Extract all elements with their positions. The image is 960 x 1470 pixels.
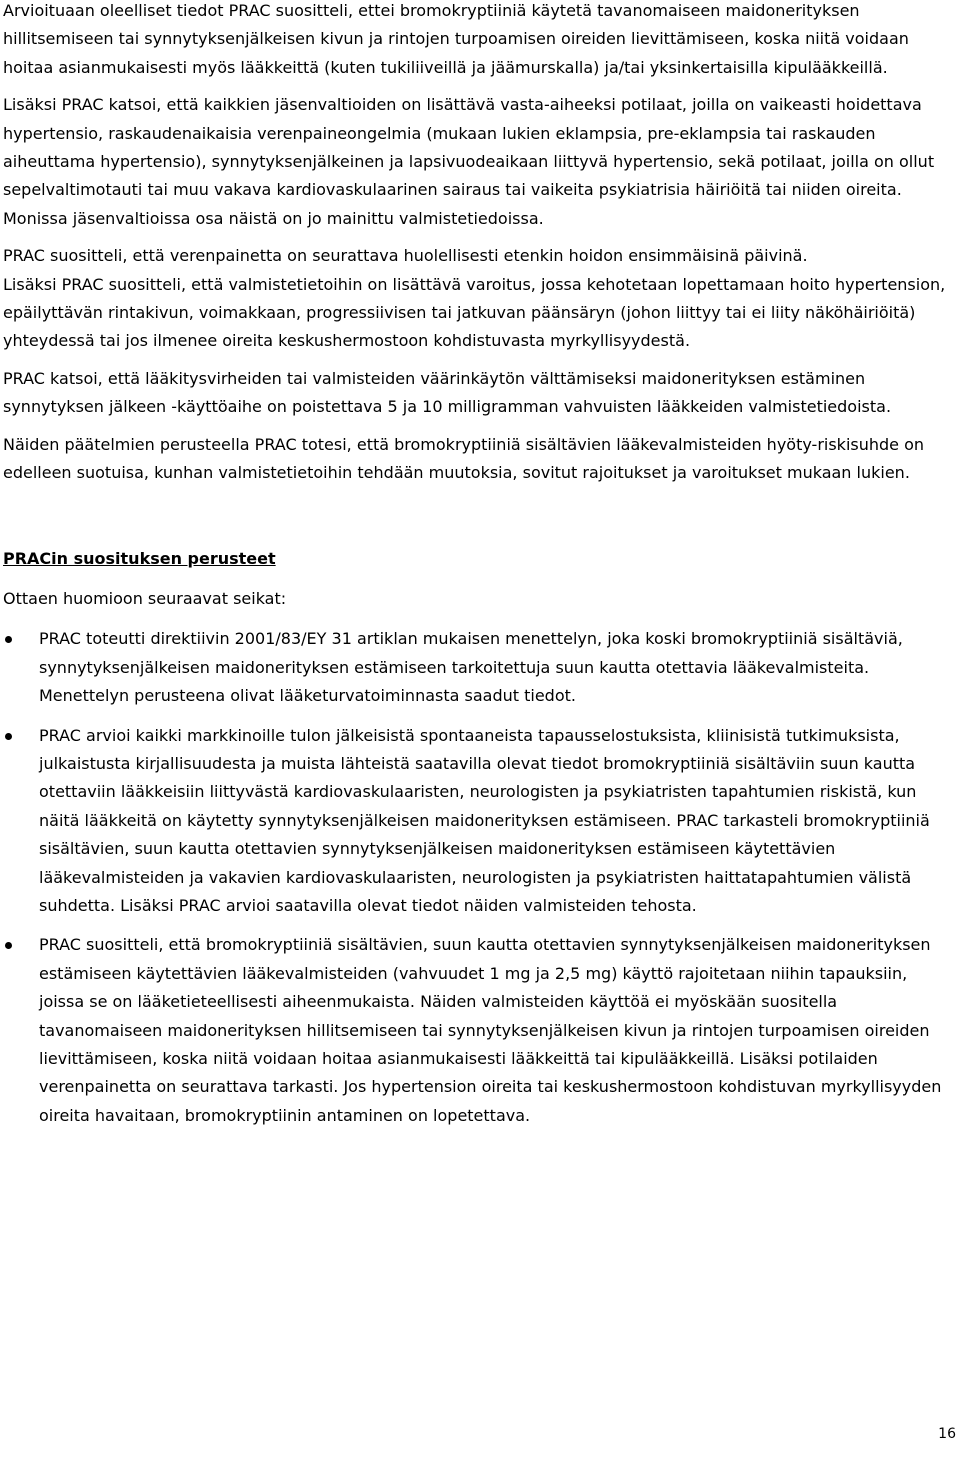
list-item (3, 625, 957, 710)
paragraph-blood-pressure-monitoring: PRAC suositteli, että verenpainetta on seurattava huolellisesti etenkin hoidon ensimmäisinä päivinä. (3, 246, 808, 266)
bullet-icon (5, 636, 12, 643)
bullet-icon (5, 733, 12, 740)
list-item-text: PRAC toteutti direktiivin 2001/83/EY 31 artiklan mukaisen menettelyn, joka koski bromokryptiiniä sisältäviä, synnytyksenjälkeisen maidonerityksen estämiseen tarkoitettuja suun kautta otettavia lääkevalmisteita. Menettelyn perusteena olivat lääketurvatoiminnasta saadut tiedot. (39, 629, 903, 706)
paragraph-indication-removal: PRAC katsoi, että lääkitysvirheiden tai valmisteiden väärinkäytön välttämiseksi maidonerityksen estäminen synnytyksen jälkeen -käyttöaihe on poistettava 5 ja 10 milligramman vahvuisten lääkkeiden valmistetiedoista. (3, 368, 892, 417)
list-item-text: PRAC arvioi kaikki markkinoille tulon jälkeisistä spontaaneista tapausselostuksista, kliinisistä tutkimuksista, julkaistusta kirjallisuudesta ja muista lähteistä saatavilla olevat tiedot bromokryptiiniä sisältäviin suun kautta otettaviin lääkkeisiin liittyvästä kardiovaskulaaristen, neurologisten ja psykiatristen tapahtumien riskistä, kun näitä lääkkeitä on käytetty synnytyksenjälkeisen maidonerityksen estämiseen. PRAC tarkasteli bromokryptiiniä sisältävien, suun kautta otettavien synnytyksenjälkeisen maidonerityksen estämiseen käytettävien lääkevalmisteiden ja vakavien kardiovaskulaaristen, neurologisten ja psykiatristen haittatapahtumien välistä suhdetta. Lisäksi PRAC arvioi saatavilla olevat tiedot näiden valmisteiden tehosta. (39, 725, 930, 915)
paragraph-warning: Lisäksi PRAC suositteli, että valmistetietoihin on lisättävä varoitus, jossa kehotetaan lopettamaan hoito hypertension, epäilyttävän rintakivun, voimakkaan, progressiivisen tai jatkuvan päänsäryn (johon liittyy tai ei liity näköhäiriöitä) yhteydessä tai jos ilmenee oireita keskushermostoon kohdistuvasta myrkyllisyydestä. (3, 274, 946, 351)
document-page (3, 0, 957, 1141)
paragraph-recommendation-use: Arvioituaan oleelliset tiedot PRAC suositteli, ettei bromokryptiiniä käytetä tavanomaiseen maidonerityksen hillitsemiseen tai synnytyksenjälkeisen kivun ja rintojen turpoamisen oireiden lievittämiseen, koska niitä voidaan hoitaa asianmukaisesti myös lääkkeittä (kuten tukiliiveillä ja jäämurskalla) ja/tai yksinkertaisilla kipulääkkeillä. (3, 1, 909, 77)
list-item (3, 722, 957, 921)
list-item (3, 931, 957, 1130)
section-intro: Ottaen huomioon seuraavat seikat: (3, 588, 287, 608)
paragraph-contraindications: Lisäksi PRAC katsoi, että kaikkien jäsenvaltioiden on lisättävä vasta-aiheeksi potilaat, joilla on vaikeasti hoidettava hypertensio, raskaudenaikaisia verenpaineongelmia (mukaan lukien eklampsia, pre-eklampsia tai raskauden aiheuttama hypertensio), synnytyksenjälkeinen ja lapsivuodeaikaan liittyvä hypertensio, sekä potilaat, joilla on ollut sepelvaltimotauti tai muu vakava kardiovaskulaarinen sairaus tai vaikeita psykiatrisia häiriöitä tai niiden oireita. Monissa jäsenvaltioissa osa näistä on jo mainittu valmistetiedoissa. (3, 95, 935, 228)
list-item-text: PRAC suositteli, että bromokryptiiniä sisältävien, suun kautta otettavien synnytyksenjälkeisen maidonerityksen estämiseen käytettävien lääkevalmisteiden (vahvuudet 1 mg ja 2,5 mg) käyttö rajoitetaan niihin tapauksiin, joissa se on lääketieteellisesti aiheenmukaista. Näiden valmisteiden käyttöä ei myöskään suositella tavanomaiseen maidonerityksen hillitsemiseen tai synnytyksenjälkeisen kivun ja rintojen turpoamisen oireiden lievittämiseen, koska niitä voidaan hoitaa asianmukaisesti lääkkeittä tai kipulääkkeillä. Lisäksi potilaiden verenpainetta on seurattava tarkasti. Jos hypertension oireita tai keskushermostoon kohdistuvan myrkyllisyyden oireita havaitaan, bromokryptiinin antaminen on lopetettava. (39, 935, 942, 1125)
paragraph-conclusion: Näiden päätelmien perusteella PRAC totesi, että bromokryptiiniä sisältävien lääkevalmisteiden hyöty-riskisuhde on edelleen suotuisa, kunhan valmistetietoihin tehdään muutoksia, sovitut rajoitukset ja varoitukset mukaan lukien. (3, 434, 925, 483)
grounds-list (3, 625, 957, 1130)
bullet-icon (5, 942, 12, 949)
section-heading: PRACin suosituksen perusteet (3, 548, 276, 568)
page-number: 16 (938, 1426, 956, 1442)
